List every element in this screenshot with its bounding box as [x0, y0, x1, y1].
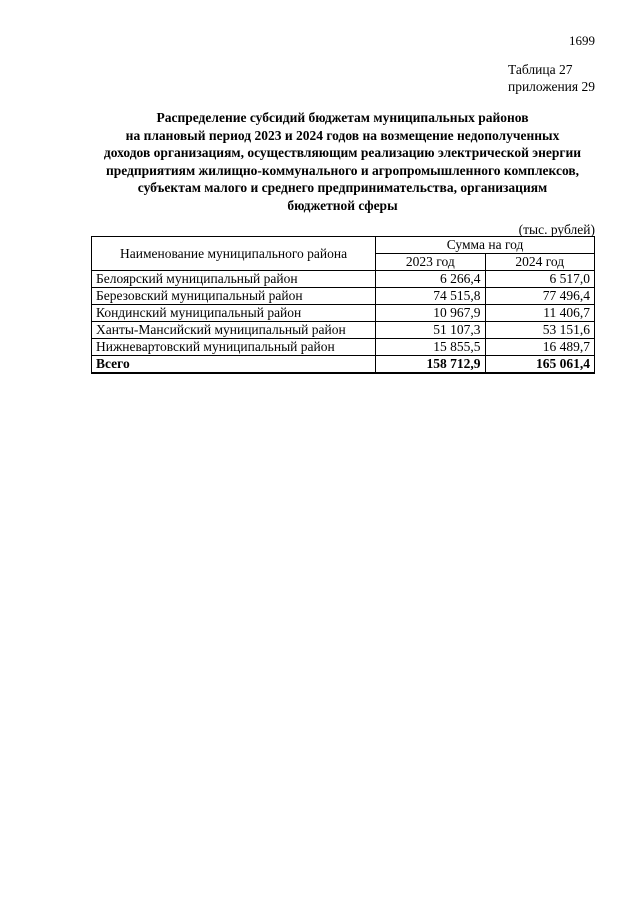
header-year-2024: 2024 год [485, 254, 594, 271]
value-2023: 51 107,3 [376, 322, 485, 339]
table-row [92, 305, 595, 322]
table-row [92, 271, 595, 288]
total-row [92, 356, 595, 374]
title-line: бюджетной сферы [287, 197, 398, 213]
value-2024: 53 151,6 [485, 322, 594, 339]
table-row [92, 322, 595, 339]
title-line: на плановый период 2023 и 2024 годов на возмещение недополученных [125, 127, 560, 143]
district-name: Белоярский муниципальный район [92, 271, 376, 288]
title-line: субъектам малого и среднего предпринимательства, организациям [137, 180, 548, 195]
units-note: (тыс. рублей) [518, 222, 595, 237]
total-2023: 158 712,9 [376, 356, 485, 374]
table-row [92, 339, 595, 356]
value-2023: 6 266,4 [376, 271, 485, 288]
district-name: Ханты-Мансийский муниципальный район [92, 322, 376, 339]
value-2024: 16 489,7 [485, 339, 594, 356]
header-district-name: Наименование муниципального района [92, 237, 376, 271]
district-name: Кондинский муниципальный район [92, 305, 376, 322]
value-2024: 11 406,7 [485, 305, 594, 322]
page-number: 1699 [569, 33, 595, 48]
table-reference-line-2: приложения 29 [507, 79, 595, 94]
value-2023: 74 515,8 [376, 288, 485, 305]
table-header-row [92, 237, 595, 254]
district-name: Березовский муниципальный район [92, 288, 376, 305]
subsidy-table [91, 236, 595, 374]
title-line: Распределение субсидий бюджетам муниципальных районов [156, 110, 529, 125]
total-2024: 165 061,4 [485, 356, 594, 374]
header-annual-sum: Сумма на год [376, 237, 595, 254]
title-line: предприятиям жилищно-коммунального и агропромышленного комплексов, [105, 162, 580, 178]
document-title [90, 109, 595, 214]
value-2023: 10 967,9 [376, 305, 485, 322]
header-year-2023: 2023 год [376, 254, 485, 271]
value-2023: 15 855,5 [376, 339, 485, 356]
value-2024: 6 517,0 [485, 271, 594, 288]
district-name: Нижневартовский муниципальный район [92, 339, 376, 356]
total-label: Всего [92, 356, 376, 374]
table-reference-line-1: Таблица 27 [507, 62, 573, 77]
title-line: доходов организациям, осуществляющим реализацию электрической энергии [103, 145, 582, 160]
table-reference [508, 61, 595, 95]
value-2024: 77 496,4 [485, 288, 594, 305]
table-row [92, 288, 595, 305]
